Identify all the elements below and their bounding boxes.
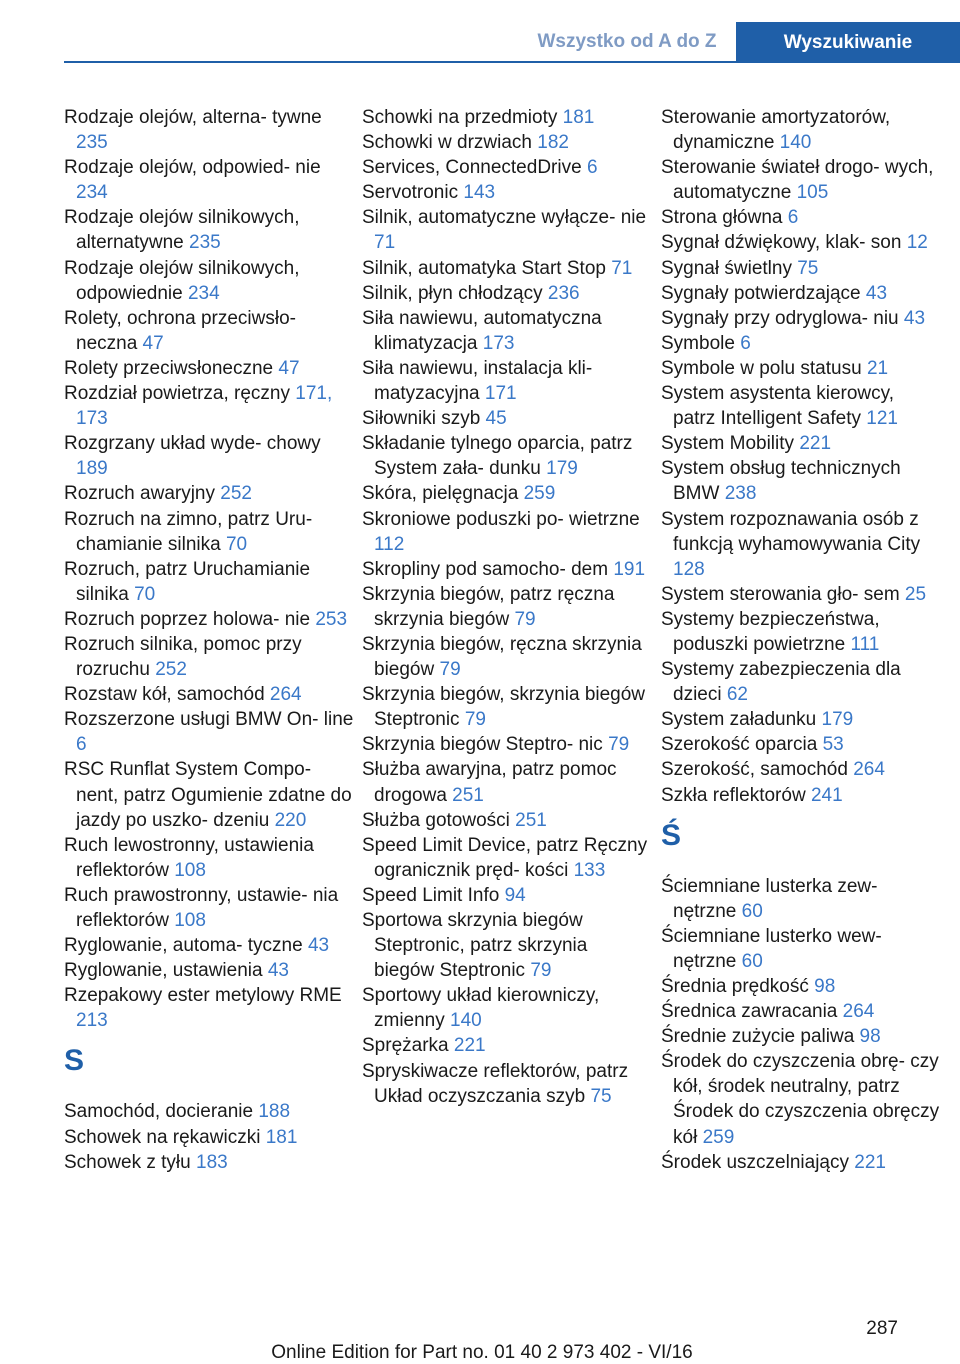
page-reference-link[interactable]: 251 [515, 809, 547, 831]
index-entry [64, 205, 354, 255]
entry-text: Środek uszczelniający [661, 1151, 855, 1173]
index-entry [661, 582, 941, 607]
page-number: 287 [866, 1318, 898, 1339]
index-entry [362, 205, 652, 255]
index-entry [64, 682, 354, 707]
index-entry [362, 682, 652, 732]
entry-text: Systemy zabezpieczenia dla dzieci [661, 659, 901, 706]
entry-text: Sterowanie świateł drogo- wych, automatyczne [661, 157, 934, 204]
entry-text: Silnik, automatyka Start Stop [362, 257, 612, 279]
entry-text: System rozpoznawania osób z funkcją wyhamowywania City [661, 508, 921, 555]
index-entry [661, 783, 941, 808]
page-reference-link[interactable]: 264 [842, 1001, 875, 1023]
entry-text: Średnica zawracania [661, 1001, 843, 1023]
index-entry [64, 105, 354, 155]
index-entry [362, 281, 652, 306]
page-reference-link[interactable]: 108 [174, 859, 206, 881]
entry-text: System asystenta kierowcy, patrz Intelligent Safety [661, 383, 895, 430]
index-entry [362, 908, 652, 983]
entry-text: RSC Runflat System Compo- nent, patrz Ogumienie zdatne do jazdy po uszko- dzeniu [64, 759, 352, 831]
entry-text: Symbole [661, 332, 741, 354]
entry-text: Sygnały przy odryglowa- niu [661, 307, 904, 329]
index-entry [661, 281, 941, 306]
entry-text: Szerokość oparcia [661, 734, 823, 756]
page-reference-link[interactable]: 179 [821, 709, 854, 731]
page-reference-link[interactable]: 79 [608, 734, 630, 756]
entry-text: Składanie tylnego oparcia, patrz System zała- dunku [362, 433, 633, 480]
entry-text: System załadunku [661, 709, 822, 731]
entry-text: Skropliny pod samocho- dem [362, 558, 614, 580]
page-reference-link[interactable]: 79 [464, 709, 486, 731]
index-entry [64, 1125, 354, 1150]
entry-text: Rozgrzany układ wyde- chowy [64, 433, 321, 455]
index-entry [64, 431, 354, 481]
index-entry [362, 732, 652, 757]
entry-text: Skóra, pielęgnacja [362, 483, 524, 505]
index-entry [661, 456, 941, 506]
page-reference-link[interactable]: 71 [374, 232, 396, 254]
tab-search[interactable]: Wyszukiwanie [736, 22, 960, 63]
index-entry [661, 105, 941, 155]
page-reference-link[interactable]: 43 [903, 307, 926, 329]
page-reference-link[interactable]: 181 [265, 1126, 298, 1148]
page-reference-link[interactable]: 171 [484, 383, 517, 405]
index-entry [64, 256, 354, 306]
page-reference-link[interactable]: 179 [546, 458, 578, 480]
page-reference-link[interactable]: 251 [452, 784, 484, 806]
index-entry [661, 1024, 941, 1049]
page-reference-link[interactable]: 45 [485, 408, 507, 430]
index-entry [362, 983, 652, 1033]
entry-text: Sportowa skrzynia biegów Steptronic, patrz skrzynia biegów Steptronic [362, 910, 588, 982]
entry-text: Symbole w polu statusu [661, 357, 867, 379]
page-reference-link[interactable]: 191 [613, 558, 646, 580]
page-reference-link[interactable]: 234 [76, 182, 108, 204]
index-entry [661, 381, 941, 431]
index-entry [362, 306, 652, 356]
entry-text: Samochód, docieranie [64, 1101, 259, 1123]
entry-text: Ryglowanie, automa- tyczne [64, 935, 308, 957]
entry-text: Szerokość, samochód [661, 759, 854, 781]
page-reference-link[interactable]: 62 [726, 684, 748, 706]
entry-text: Skrzynia biegów, ręczna skrzynia biegów [362, 633, 642, 681]
page-reference-link[interactable]: 188 [258, 1101, 291, 1123]
section-letter: S [64, 1044, 85, 1078]
index-entry [362, 757, 652, 807]
index-entry [661, 707, 941, 732]
page-reference-link[interactable]: 220 [274, 809, 307, 831]
index-entry [661, 924, 941, 974]
page-reference-link[interactable]: 252 [155, 659, 187, 681]
page-reference-link[interactable]: 43 [865, 282, 888, 304]
index-entry [64, 707, 354, 757]
entry-text: Spryskiwacze reflektorów, patrz Układ oczyszczania szyb [362, 1060, 629, 1107]
entry-text: Skrzynia biegów, patrz ręczna skrzynia biegów [362, 583, 615, 630]
page-reference-link[interactable]: 173 [482, 332, 515, 354]
entry-text: Rozruch na zimno, patrz Uru- chamianie silnika [64, 508, 313, 555]
page-reference-link[interactable]: 259 [523, 483, 556, 505]
index-entry [64, 983, 354, 1033]
index-entry [661, 230, 941, 255]
page-reference-link[interactable]: 79 [439, 659, 461, 681]
page-reference-link[interactable]: 213 [76, 1010, 108, 1032]
entry-text: Rodzaje olejów, alterna- tywne [64, 107, 322, 128]
page-reference-link[interactable]: 60 [741, 950, 763, 972]
index-entry [661, 874, 941, 924]
entry-text: Ryglowanie, ustawienia [64, 960, 268, 982]
page-reference-link[interactable]: 140 [450, 1010, 482, 1032]
page-reference-link[interactable]: 259 [702, 1126, 735, 1148]
entry-text: Ruch lewostronny, ustawienia reflektorów [64, 834, 314, 881]
page-reference-link[interactable]: 6 [740, 332, 751, 354]
entry-text: Sportowy układ kierowniczy, zmienny [362, 985, 600, 1032]
index-entry [64, 757, 354, 832]
index-entry [64, 833, 354, 883]
index-entry [362, 1033, 652, 1058]
index-entry [64, 632, 354, 682]
index-entry [362, 180, 652, 205]
entry-text: Skrzynia biegów, skrzynia biegów Steptronic [362, 684, 646, 731]
index-entry [362, 557, 652, 582]
entry-text: Siłowniki szyb [362, 408, 486, 430]
index-entry [64, 958, 354, 983]
entry-text: Średnie zużycie paliwa [661, 1026, 860, 1048]
entry-text: Środek do czyszczenia obrę- czy kół, środek neutralny, patrz Środek do czyszczenia obręczy kół [661, 1051, 940, 1148]
index-entry [661, 331, 941, 356]
page-reference-link[interactable]: 43 [267, 960, 289, 982]
entry-text: Ściemniane lusterka zew- nętrzne [661, 875, 878, 922]
page-reference-link[interactable]: 12 [906, 232, 928, 254]
page-reference-link[interactable]: 171, 173 [76, 383, 333, 430]
page-reference-link[interactable]: 264 [269, 684, 302, 706]
index-entry [362, 883, 652, 908]
page-reference-link[interactable]: 112 [374, 533, 405, 555]
page-reference-link[interactable]: 221 [799, 433, 832, 455]
index-entry [64, 381, 354, 431]
entry-text: Rozruch silnika, pomoc przy rozruchu [64, 633, 302, 681]
index-entry [64, 356, 354, 381]
index-entry [362, 105, 652, 130]
index-entry [64, 933, 354, 958]
entry-text: System obsług technicznych BMW [661, 458, 901, 505]
page-reference-link[interactable]: 133 [573, 859, 606, 881]
index-entry [362, 256, 652, 281]
index-entry [362, 808, 652, 833]
page-reference-link[interactable]: 241 [810, 784, 843, 806]
index-entry [362, 130, 652, 155]
section-letter: Ś [661, 818, 682, 852]
index-entry [362, 1059, 652, 1109]
entry-text: System sterowania gło- sem [661, 583, 905, 605]
entry-text: Sterowanie amortyzatorów, dynamiczne [661, 107, 891, 154]
entry-text: Rozdział powietrza, ręczny [64, 383, 296, 405]
index-column-2 [362, 105, 652, 1109]
entry-text: Sygnał świetlny [661, 257, 798, 279]
index-entry [661, 999, 941, 1024]
entry-text: Schowek na rękawiczki [64, 1126, 266, 1148]
index-entry [661, 732, 941, 757]
page-reference-link[interactable]: 6 [787, 207, 799, 229]
page-reference-link[interactable]: 238 [724, 483, 757, 505]
page-reference-link[interactable]: 183 [196, 1151, 228, 1173]
page-reference-link[interactable]: 79 [514, 608, 536, 630]
page-reference-link[interactable]: 236 [547, 282, 580, 304]
page-reference-link[interactable]: 111 [850, 633, 880, 655]
entry-text: Skroniowe poduszki po- wietrzne [362, 508, 640, 530]
page-reference-link[interactable]: 47 [278, 357, 300, 379]
page-reference-link[interactable]: 221 [453, 1035, 486, 1057]
page-reference-link[interactable]: 143 [463, 182, 496, 204]
index-entry [362, 431, 652, 481]
entry-text: Strona główna [661, 207, 788, 229]
index-entry [661, 1049, 941, 1149]
page-reference-link[interactable]: 75 [590, 1085, 612, 1107]
entry-text: Rolety, ochrona przeciwsło- neczna [64, 307, 296, 354]
index-entry [362, 632, 652, 682]
index-entry [661, 256, 941, 281]
entry-text: Servotronic [362, 182, 464, 204]
page-reference-link[interactable]: 105 [796, 182, 829, 204]
entry-text: Speed Limit Device, patrz Ręczny ogranicznik pręd- kości [362, 834, 648, 881]
tab-a-to-z[interactable]: Wszystko od A do Z [537, 31, 717, 52]
page-reference-link[interactable]: 71 [611, 257, 633, 279]
entry-text: Ruch prawostronny, ustawie- nia reflektorów [64, 884, 339, 931]
entry-text: Schowki na przedmioty [362, 107, 563, 128]
index-entry [64, 1099, 354, 1124]
entry-text: Rozruch poprzez holowa- nie [64, 608, 316, 630]
index-entry [64, 1150, 354, 1175]
page-reference-link[interactable]: 70 [134, 583, 156, 605]
index-entry [661, 974, 941, 999]
index-entry [362, 155, 652, 180]
index-entry [661, 431, 941, 456]
index-entry [362, 481, 652, 506]
page-reference-link[interactable]: 108 [174, 910, 206, 931]
page-reference-link[interactable]: 53 [822, 734, 844, 756]
index-entry [661, 306, 941, 331]
index-entry [64, 155, 354, 205]
index-entry [64, 481, 354, 506]
index-entry [362, 507, 652, 557]
page-reference-link[interactable]: 25 [904, 583, 927, 605]
index-entry [64, 306, 354, 356]
index-entry [661, 507, 941, 582]
index-column-3 [661, 105, 941, 1175]
page-reference-link[interactable]: 79 [530, 960, 552, 982]
entry-text: Służba gotowości [362, 809, 516, 831]
index-column-1 [64, 105, 354, 1175]
entry-text: Rozruch awaryjny [64, 483, 221, 505]
index-entry [661, 657, 941, 707]
entry-text: Rodzaje olejów silnikowych, alternatywne [64, 207, 300, 254]
entry-text: Sprężarka [362, 1035, 454, 1057]
index-entry [64, 883, 354, 933]
entry-text: Silnik, automatyczne wyłącze- nie [362, 207, 647, 229]
page-reference-link[interactable]: 98 [814, 976, 836, 997]
index-entry [362, 582, 652, 632]
entry-text: Rodzaje olejów, odpowied- nie [64, 157, 321, 179]
index-entry [661, 356, 941, 381]
entry-text: Sygnał dźwiękowy, klak- son [661, 232, 907, 254]
page-reference-link[interactable]: 252 [220, 483, 252, 505]
page-reference-link[interactable]: 21 [866, 357, 889, 379]
entry-text: Rozstaw kół, samochód [64, 684, 270, 706]
index-entry [362, 833, 652, 883]
page-reference-link[interactable]: 235 [189, 232, 221, 254]
page-reference-link[interactable]: 75 [797, 257, 819, 279]
entry-text: Schowek z tyłu [64, 1151, 196, 1173]
index-entry [661, 607, 941, 657]
page-reference-link[interactable]: 43 [307, 935, 330, 957]
entry-text: Silnik, płyn chłodzący [362, 282, 548, 304]
entry-text: Rozszerzone usługi BMW On- line [64, 709, 354, 731]
entry-text: Services, ConnectedDrive [362, 157, 587, 179]
page-reference-link[interactable]: 6 [76, 734, 87, 756]
page-reference-link[interactable]: 121 [866, 408, 898, 430]
entry-text: Skrzynia biegów Steptro- nic [362, 734, 609, 756]
entry-text: Rozruch, patrz Uruchamianie silnika [64, 558, 311, 605]
index-entry [362, 356, 652, 406]
entry-text: Siła nawiewu, automatyczna klimatyzacja [362, 307, 602, 354]
index-entry [661, 1150, 941, 1175]
page-reference-link[interactable]: 221 [854, 1151, 886, 1173]
entry-text: Ściemniane lusterko wew- nętrzne [661, 925, 882, 972]
entry-text: Rzepakowy ester metylowy RME [64, 985, 342, 1007]
page-reference-link[interactable]: 60 [741, 900, 763, 922]
page-reference-link[interactable]: 181 [562, 107, 595, 128]
footer-edition: Online Edition for Part no. 01 40 2 973 402 - VI/16 [271, 1342, 693, 1363]
page-reference-link[interactable]: 94 [504, 884, 526, 906]
page-reference-link[interactable]: 47 [142, 332, 164, 354]
page-reference-link[interactable]: 189 [76, 458, 108, 480]
index-entry [661, 155, 941, 205]
index-entry [362, 406, 652, 431]
entry-text: Średnia prędkość [661, 976, 815, 997]
entry-text: Systemy bezpieczeństwa, poduszki powietrzne [661, 608, 880, 655]
entry-text: Szkła reflektorów [661, 784, 811, 806]
entry-text: Siła nawiewu, instalacja kli- matyzacyjna [362, 357, 593, 405]
index-entry [64, 607, 354, 632]
entry-text: System Mobility [661, 433, 800, 455]
entry-text: Służba awaryjna, patrz pomoc drogowa [362, 759, 617, 806]
entry-text: Sygnały potwierdzające [661, 282, 866, 304]
page-reference-link[interactable]: 182 [537, 132, 569, 154]
page-reference-link[interactable]: 235 [76, 132, 108, 154]
page-reference-link[interactable]: 234 [187, 282, 220, 304]
page-reference-link[interactable]: 70 [225, 533, 248, 555]
page-reference-link[interactable]: 98 [859, 1026, 881, 1048]
entry-text: Rodzaje olejów silnikowych, odpowiednie [64, 257, 300, 304]
page-reference-link[interactable]: 264 [853, 759, 885, 781]
page-header [0, 0, 960, 64]
index-entry [661, 757, 941, 782]
page-reference-link[interactable]: 253 [315, 608, 348, 630]
index-entry [64, 507, 354, 557]
page-reference-link[interactable]: 140 [779, 132, 812, 154]
index-entry [661, 205, 941, 230]
index-entry [64, 557, 354, 607]
entry-text: Schowki w drzwiach [362, 132, 538, 154]
entry-text: Rolety przeciwsłoneczne [64, 357, 279, 379]
entry-text: Speed Limit Info [362, 884, 505, 906]
page-reference-link[interactable]: 6 [586, 157, 598, 179]
page-reference-link[interactable]: 128 [673, 558, 705, 580]
